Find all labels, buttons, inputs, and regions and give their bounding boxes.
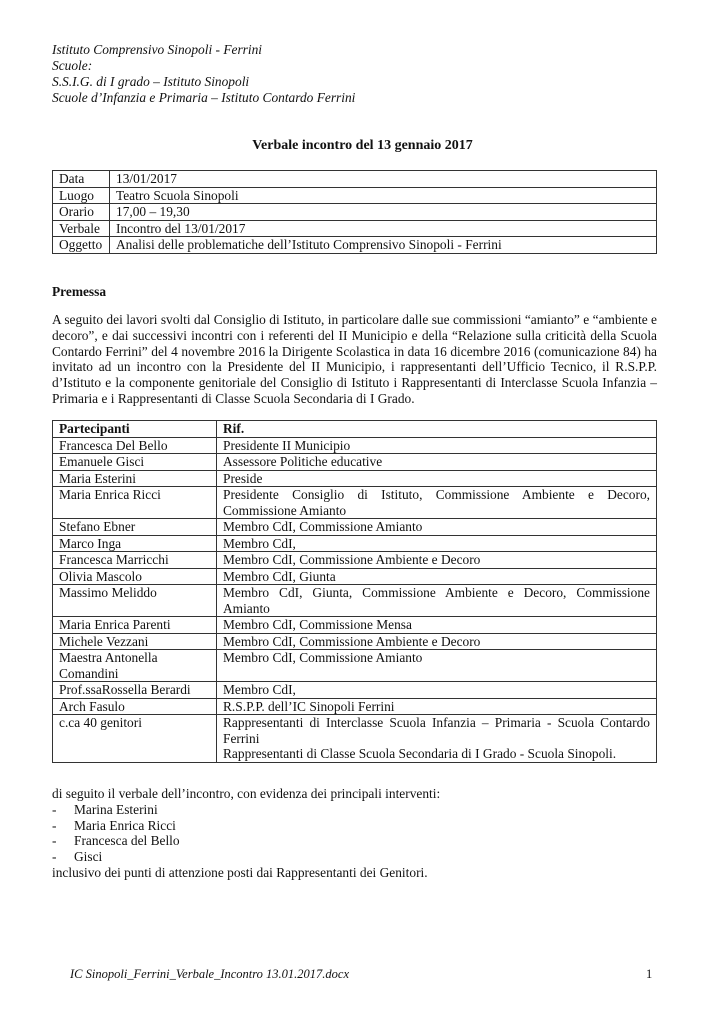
info-value: Teatro Scuola Sinopoli	[110, 187, 657, 204]
list-item	[52, 818, 440, 834]
header-line: Istituto Comprensivo Sinopoli - Ferrini	[52, 42, 263, 57]
participant-role: Presidente Consiglio di Istituto, Commissione Ambiente e Decoro, Commissione Amianto	[217, 487, 657, 519]
premessa-paragraph: A seguito dei lavori svolti dal Consiglio di Istituto, in particolare dalle sue commissioni “amianto” e “ambiente e decoro”, e dai successivi incontri con i referenti del II Municipio e della “Relazione sulla criticità della Scuola Contardo Ferrini” del 4 novembre 2016 la Dirigente Scolastica in data 16 dicembre 2016 (comunicazione 84) ha invitato ad un incontro con la Presidente del II Municipio, i rappresentanti dell’Ufficio Tecnico, il R.S.P.P. d’Istituto e la componente genitoriale del Consiglio di Istituto i Rappresentanti di Interclasse Scuola Infanzia – Primaria e i Rappresentanti di Classe Scuola Secondaria di I Grado.	[52, 312, 657, 406]
footer-filename: IC Sinopoli_Ferrini_Verbale_Incontro 13.01.2017.docx	[70, 967, 350, 981]
participant-name: Francesca Del Bello	[53, 437, 217, 454]
table-row	[53, 633, 657, 650]
table-row	[53, 171, 657, 188]
participant-name: c.ca 40 genitori	[53, 715, 217, 763]
participant-role: Membro CdI, Giunta	[217, 568, 657, 585]
list-item	[52, 833, 440, 849]
participant-name: Arch Fasulo	[53, 698, 217, 715]
participant-name: Olivia Mascolo	[53, 568, 217, 585]
participant-name: Marco Inga	[53, 535, 217, 552]
info-label: Luogo	[53, 187, 110, 204]
participant-role: Assessore Politiche educative	[217, 454, 657, 471]
section-heading: Premessa	[52, 284, 107, 299]
participant-role: Membro CdI, Commissione Amianto	[217, 519, 657, 536]
table-row	[53, 650, 657, 682]
participant-role: R.S.P.P. dell’IC Sinopoli Ferrini	[217, 698, 657, 715]
table-row	[53, 487, 657, 519]
list-item-text: Maria Enrica Ricci	[74, 817, 176, 833]
participant-name: Emanuele Gisci	[53, 454, 217, 471]
participant-role: Rappresentanti di Classe Scuola Secondaria di I Grado - Scuola Sinopoli.	[223, 746, 617, 761]
participant-name: Francesca Marricchi	[53, 552, 217, 569]
participant-role: Rappresentanti di Interclasse Scuola Infanzia – Primaria - Scuola Contardo Ferrini	[223, 715, 650, 746]
document-title: Verbale incontro del 13 gennaio 2017	[252, 138, 473, 153]
closing-outro: inclusivo dei punti di attenzione posti dai Rappresentanti dei Genitori.	[52, 864, 428, 880]
info-label: Verbale	[53, 220, 110, 237]
participant-role: Membro CdI, Commissione Ambiente e Decoro	[217, 633, 657, 650]
participant-name: Prof.ssaRossella Berardi	[53, 682, 217, 699]
participant-role: Membro CdI,	[217, 682, 657, 699]
header-line: S.S.I.G. di I grado – Istituto Sinopoli	[52, 74, 250, 89]
table-row	[53, 535, 657, 552]
info-label: Orario	[53, 204, 110, 221]
participant-name: Michele Vezzani	[53, 633, 217, 650]
header-line: Scuole:	[52, 58, 93, 73]
participants-table	[52, 420, 657, 763]
participant-name: Maria Enrica Ricci	[53, 487, 217, 519]
dash-bullet: -	[52, 833, 57, 849]
participant-role: Membro CdI, Commissione Mensa	[217, 617, 657, 634]
closing-intro: di seguito il verbale dell’incontro, con evidenza dei principali interventi:	[52, 786, 441, 801]
table-row	[53, 552, 657, 569]
table-header-row	[53, 421, 657, 438]
column-header: Rif.	[217, 421, 657, 438]
dash-bullet: -	[52, 817, 57, 833]
table-row	[53, 220, 657, 237]
school-header	[52, 42, 355, 106]
participant-role: Membro CdI, Commissione Ambiente e Decoro	[217, 552, 657, 569]
participant-name: Stefano Ebner	[53, 519, 217, 536]
table-row	[53, 698, 657, 715]
table-row	[53, 682, 657, 699]
participant-role: Preside	[217, 470, 657, 487]
dash-bullet: -	[52, 801, 57, 817]
table-row	[53, 437, 657, 454]
info-value: Incontro del 13/01/2017	[110, 220, 657, 237]
table-row	[53, 204, 657, 221]
table-row	[53, 454, 657, 471]
participant-name: Maria Enrica Parenti	[53, 617, 217, 634]
list-item-text: Marina Esterini	[74, 801, 158, 817]
list-item-text: Gisci	[74, 849, 103, 865]
info-value: 17,00 – 19,30	[110, 204, 657, 221]
info-value: 13/01/2017	[110, 171, 657, 188]
list-item	[52, 849, 440, 865]
meeting-info-table	[52, 170, 657, 254]
table-row	[53, 237, 657, 254]
column-header: Partecipanti	[53, 421, 217, 438]
table-row	[53, 187, 657, 204]
participant-role: Membro CdI, Giunta, Commissione Ambiente e Decoro, Commissione Amianto	[217, 585, 657, 617]
dash-bullet: -	[52, 849, 57, 865]
participant-role-cell	[217, 715, 657, 763]
list-item	[52, 802, 440, 818]
table-row	[53, 470, 657, 487]
info-label: Oggetto	[53, 237, 110, 254]
info-label: Data	[53, 171, 110, 188]
page-number: 1	[646, 967, 653, 981]
list-item-text: Francesca del Bello	[74, 833, 180, 849]
participant-role: Membro CdI,	[217, 535, 657, 552]
table-row	[53, 715, 657, 763]
participant-role: Membro CdI, Commissione Amianto	[217, 650, 657, 682]
table-row	[53, 519, 657, 536]
participant-name: Maestra Antonella Comandini	[53, 650, 217, 682]
participant-name: Maria Esterini	[53, 470, 217, 487]
info-value: Analisi delle problematiche dell’Istituto Comprensivo Sinopoli - Ferrini	[110, 237, 657, 254]
table-row	[53, 568, 657, 585]
table-row	[53, 617, 657, 634]
closing-section	[52, 786, 440, 881]
header-line: Scuole d’Infanzia e Primaria – Istituto Contardo Ferrini	[52, 90, 356, 105]
participant-name: Massimo Meliddo	[53, 585, 217, 617]
table-row	[53, 585, 657, 617]
participant-role: Presidente II Municipio	[217, 437, 657, 454]
